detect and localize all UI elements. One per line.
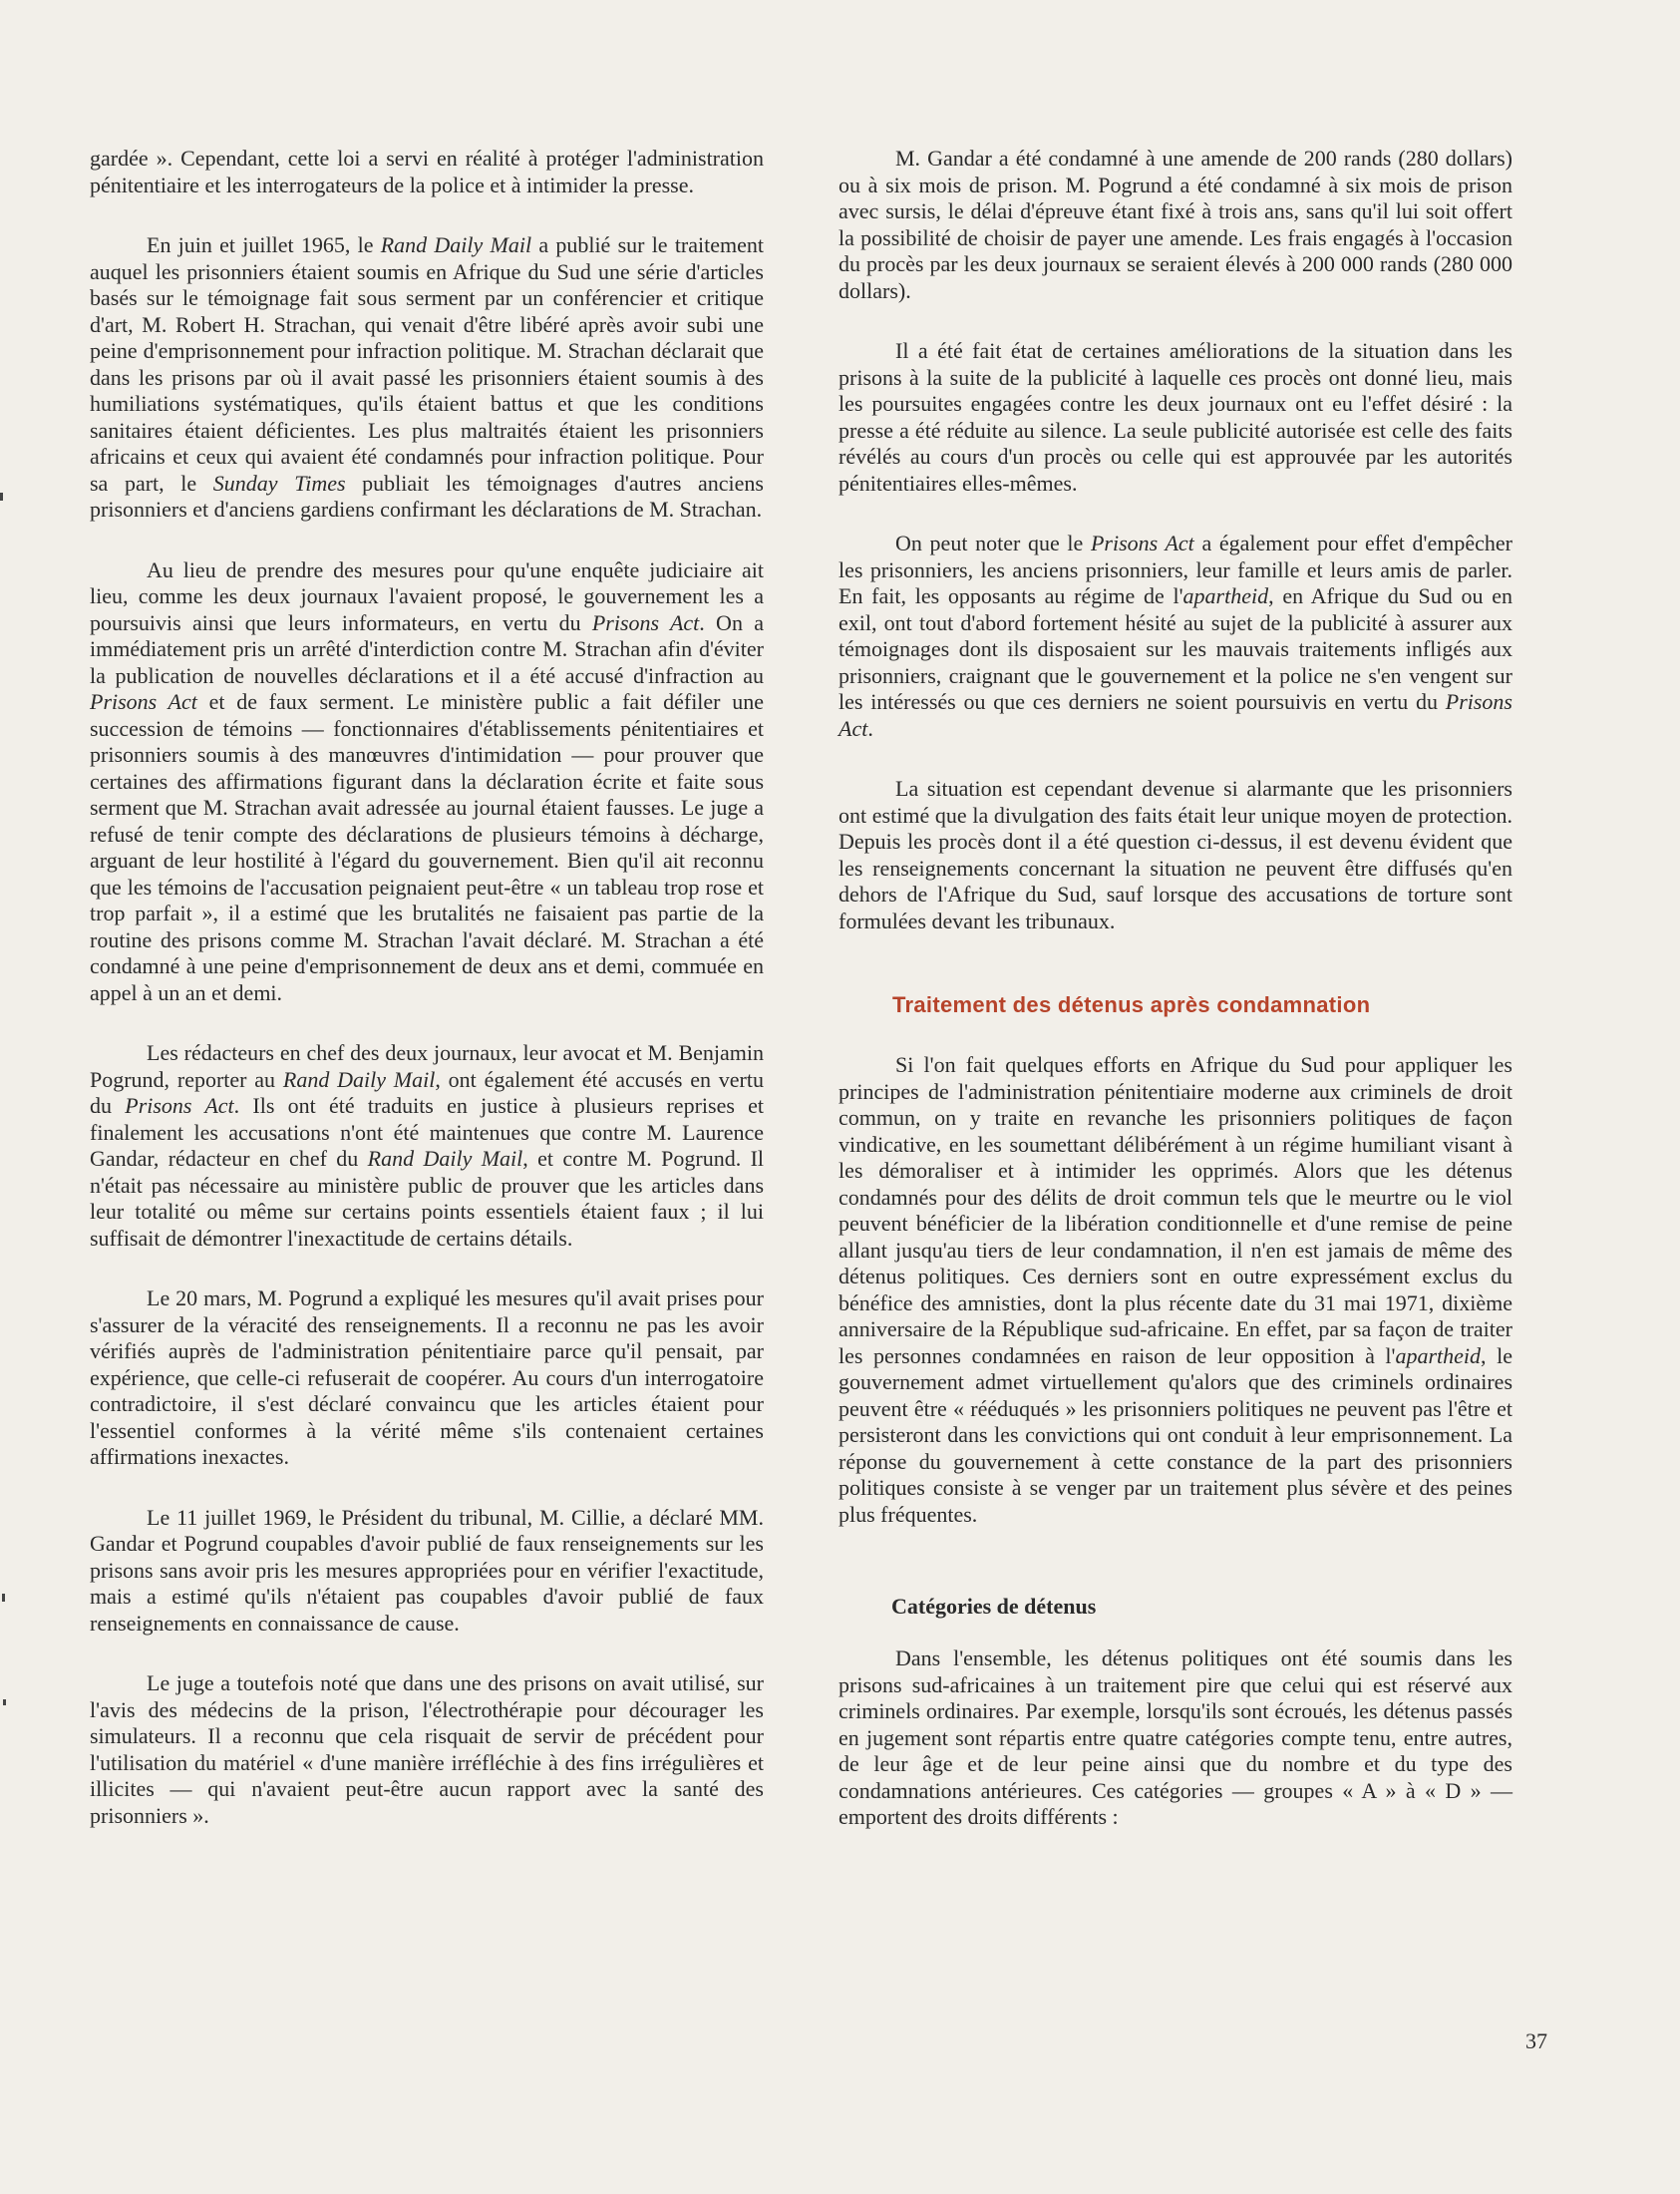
sub-heading: Catégories de détenus bbox=[891, 1594, 1097, 1619]
paragraph: Il a été fait état de certaines améliorations de la situation dans les prisons à la suite de la publicité à laquelle ces procès ont donné lieu, mais les poursuites engagées contre les deux journaux ont eu l'effet désiré : la presse a été réduite au silence. La seule publicité autorisée est celle des faits révélés au cours d'un procès ou celle qui est approuvée par les autorités pénitentiaires elles-mêmes. bbox=[839, 338, 1512, 496]
paragraph: gardée ». Cependant, cette loi a servi en réalité à protéger l'administration pénitentiaire et les interrogateurs de la police et à intimider la presse. bbox=[90, 146, 764, 197]
paragraph: Dans l'ensemble, les détenus politiques ont été soumis dans les prisons sud-africaines à un traitement pire que celui qui est réservé aux criminels ordinaires. Par exemple, lorsqu'ils sont écroués, les détenus passés en jugement sont répartis entre quatre catégories compte tenu, entre autres, de leur âge et de leur peine ainsi que du nombre et du type des condamnations antérieures. Ces catégories — groupes « A » à « D » — emportent des droits différents : bbox=[839, 1646, 1512, 1829]
paragraph: Les rédacteurs en chef des deux journaux, leur avocat et M. Benjamin Pogrund, reporter au Rand Daily Mail, ont également été accusés en vertu du Prisons Act. Ils ont été traduits en justice à plusieurs reprises et finalement les accusations n'ont été maintenues que contre M. Laurence Gandar, rédacteur en chef du Rand Daily Mail, et contre M. Pogrund. Il n'était pas nécessaire au ministère public de prouver que les articles dans leur totalité ou même sur certains points essentiels étaient faux ; il lui suffisait de démontrer l'inexactitude de certains détails. bbox=[90, 1040, 765, 1251]
paragraph: On peut noter que le Prisons Act a également pour effet d'empêcher les prisonniers, les anciens prisonniers, leur famille et leurs amis de parler. En fait, les opposants au régime de l'apartheid, en Afrique du Sud ou en exil, ont tout d'abord fortement hésité au sujet de la publicité à assurer aux témoignages dont ils disposaient sur les mauvais traitements infligés aux prisonniers, craignant que le gouvernement et la police ne s'en vengent sur les intéressés ou que ces derniers ne soient poursuivis en vertu du Prisons Act. bbox=[839, 531, 1512, 741]
right-column bbox=[839, 146, 1512, 1865]
margin-mark bbox=[2, 1594, 5, 1602]
paragraph: En juin et juillet 1965, le Rand Daily Mail a publié sur le traitement auquel les prisonniers étaient soumis en Afrique du Sud une série d'articles basés sur le témoignage fait sous serment par un conférencier et critique d'art, M. Robert H. Strachan, qui venait d'être libéré après avoir subi une peine d'emprisonnement pour infraction politique. M. Strachan déclarait que dans les prisons par où il avait passé les prisonniers étaient soumis à des humiliations systématiques, qu'ils étaient battus et que les conditions sanitaires étaient déficientes. Les plus maltraités étaient les prisonniers africains et ceux qui avaient été condamnés pour infraction politique. Pour sa part, le Sunday Times publiait les témoignages d'autres anciens prisonniers et d'anciens gardiens confirmant les déclarations de M. Strachan. bbox=[90, 232, 764, 522]
paragraph: Si l'on fait quelques efforts en Afrique du Sud pour appliquer les principes de l'administration pénitentiaire moderne aux criminels de droit commun, on y traite en revanche les prisonniers politiques de façon vindicative, en les soumettant délibérément à un régime humiliant visant à les démoraliser et à intimider les opprimés. Alors que les détenus condamnés pour des délits de droit commun tels que le meurtre ou le viol peuvent bénéficier de la libération conditionnelle et d'une remise de peine allant jusqu'au tiers de leur condamnation, il n'en est jamais de même des détenus politiques. Ces derniers sont en outre expressément exclus du bénéfice des amnisties, dont la plus récente date du 31 mai 1971, dixième anniversaire de la République sud-africaine. En effet, par sa façon de traiter les personnes condamnées en raison de leur opposition à l'apartheid, le gouvernement admet virtuellement qu'alors que des criminels ordinaires peuvent être « rééduqués » les prisonniers politiques ne peuvent pas l'être et persisteront dans les convictions qui ont conduit à leur emprisonnement. La réponse du gouvernement à cette constance de la part des prisonniers politiques consiste à se venger par un traitement plus sévère et des peines plus fréquentes. bbox=[839, 1052, 1512, 1527]
section-heading: Traitement des détenus après condamnation bbox=[892, 992, 1371, 1017]
page-number: 37 bbox=[1525, 2028, 1547, 2053]
paragraph: Au lieu de prendre des mesures pour qu'une enquête judiciaire ait lieu, comme les deux journaux l'avaient proposé, le gouvernement les a poursuivis ainsi que leurs informateurs, en vertu du Prisons Act. On a immédiatement pris un arrêté d'interdiction contre M. Strachan afin d'éviter la publication de nouvelles déclarations et il a été accusé d'infraction au Prisons Act et de faux serment. Le ministère public a fait défiler une succession de témoins — fonctionnaires d'établissements pénitentiaires et prisonniers soumis à des manœuvres d'intimidation — pour prouver que certaines des affirmations figurant dans la déclaration écrite et faite sous serment que M. Strachan avait adressée au journal étaient fausses. Le juge a refusé de tenir compte des déclarations de plusieurs témoins à décharge, arguant de leur hostilité à l'égard du gouvernement. Bien qu'il ait reconnu que les témoins de l'accusation peignaient peut-être « un tableau trop rose et trop parfait », il a estimé que les brutalités ne faisaient pas partie de la routine des prisons comme M. Strachan l'avait déclaré. M. Strachan a été condamné à une peine d'emprisonnement de deux ans et demi, commuée en appel à un an et demi. bbox=[90, 556, 764, 1005]
paragraph: Le juge a toutefois noté que dans une des prisons on avait utilisé, sur l'avis des médecins de la prison, l'électrothérapie pour décourager les simulateurs. Il a reconnu que cela risquait de servir de précédent pour l'utilisation du matériel « d'une manière irréfléchie à des fins irrégulières et illicites — qui n'avaient peut-être aucun rapport avec la santé des prisonniers ». bbox=[90, 1670, 764, 1828]
margin-mark bbox=[3, 1699, 6, 1705]
paragraph: Le 11 juillet 1969, le Président du tribunal, M. Cillie, a déclaré MM. Gandar et Pogrund coupables d'avoir publié de faux renseignements sur les prisons sans avoir pris les mesures appropriées pour en vérifier l'exactitude, mais a estimé qu'ils n'étaient pas coupables d'avoir publié de faux renseignements en connaissance de cause. bbox=[90, 1504, 764, 1636]
paragraph: La situation est cependant devenue si alarmante que les prisonniers ont estimé que la divulgation des faits était leur unique moyen de protection. Depuis les procès dont il a été question ci-dessus, il est devenu évident que les renseignements concernant la situation ne peuvent être diffusés qu'en dehors de l'Afrique du Sud, sauf lorsque des accusations de torture sont formulées devant les tribunaux. bbox=[839, 776, 1512, 933]
left-column bbox=[90, 146, 764, 1863]
paragraph: Le 20 mars, M. Pogrund a expliqué les mesures qu'il avait prises pour s'assurer de la véracité des renseignements. Il a reconnu ne pas les avoir vérifiés auprès de l'administration pénitentiaire parce qu'il pensait, par expérience, que celle-ci refuserait de coopérer. Au cours d'un interrogatoire contradictoire, il s'est déclaré convaincu que les articles étaient pour l'essentiel conformes à la vérité même s'ils contenaient certaines affirmations inexactes. bbox=[90, 1285, 764, 1469]
paragraph: M. Gandar a été condamné à une amende de 200 rands (280 dollars) ou à six mois de prison. M. Pogrund a été condamné à six mois de prison avec sursis, le délai d'épreuve étant fixé à trois ans, sans qu'il lui soit offert la possibilité de choisir de payer une amende. Les frais engagés à l'occasion du procès par les deux journaux se seraient élevés à 200 000 rands (280 000 dollars). bbox=[839, 146, 1512, 303]
margin-mark bbox=[0, 493, 3, 501]
